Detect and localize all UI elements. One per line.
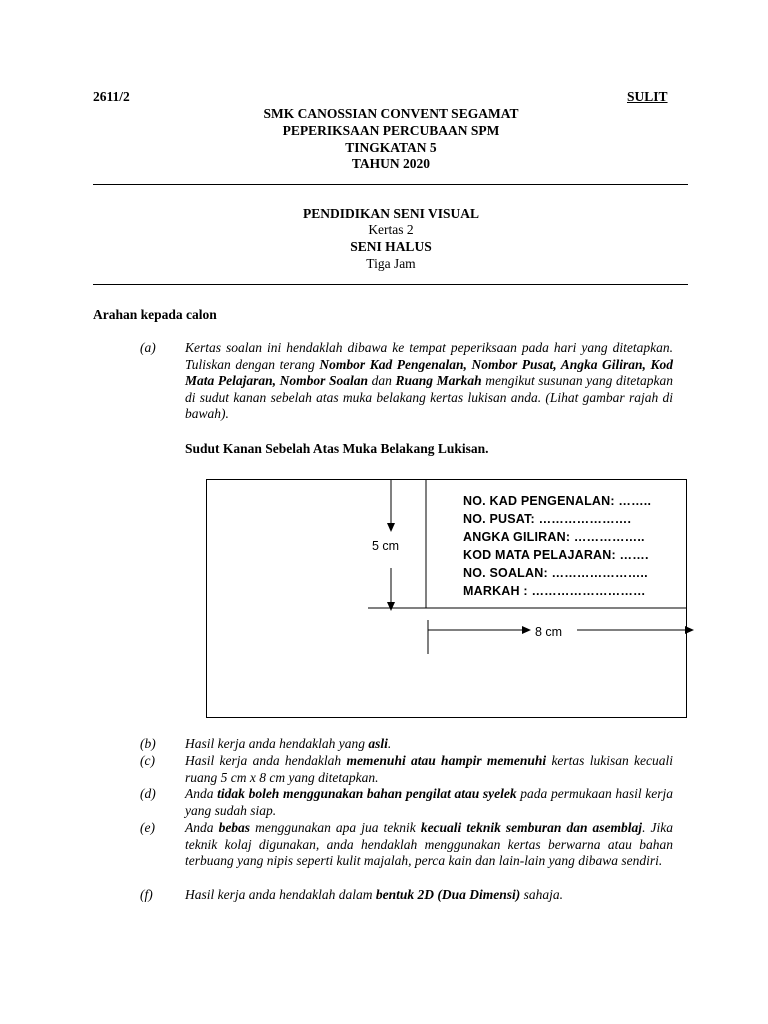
exam-year: TAHUN 2020 xyxy=(351,156,431,171)
height-label: 5 cm xyxy=(372,539,400,553)
classification-label: SULIT xyxy=(627,89,668,104)
instruction-d: Anda tidak boleh menggunakan bahan pengilat atau syelek pada permukaan hasil kerja yang sudah siap. xyxy=(185,786,673,818)
item-letter-e: (e) xyxy=(140,820,155,835)
subject-name: PENDIDIKAN SENI VISUAL xyxy=(302,206,480,221)
field-centre-number: NO. PUSAT: …………………. xyxy=(463,512,632,526)
width-label: 8 cm xyxy=(535,625,563,639)
down-arrow-head-upper xyxy=(387,523,395,532)
right-arrow-head-2 xyxy=(685,626,694,634)
item-letter-f: (f) xyxy=(140,887,153,902)
paper-code: 2611/2 xyxy=(93,89,130,104)
exam-name: PEPERIKSAAN PERCUBAAN SPM xyxy=(282,123,500,138)
down-arrow-head-lower xyxy=(387,602,395,611)
instructions-heading: Arahan kepada calon xyxy=(93,307,217,322)
instruction-a: Kertas soalan ini hendaklah dibawa ke tempat peperiksaan pada hari yang ditetapkan. Tuliskan dengan terang Nombor Kad Pengenalan, Nombor Pusat, Angka Giliran, Kod Mata Pelajaran, Nombor Soalan dan Ruang Markah mengikut susunan yang ditetapkan di sudut kanan sebelah atas muka belakang kertas lukisan anda. (Lihat gambar rajah di bawah). xyxy=(185,340,674,421)
instruction-b: Hasil kerja anda hendaklah yang asli. xyxy=(185,736,392,751)
instruction-e: Anda bebas menggunakan apa jua teknik kecuali teknik semburan dan asemblaj. Jika teknik kolaj digunakan, anda hendaklah menggunakan kertas berwarna atau bahan terbuang yang nipis seperti kulit majalah, perca kain dan lain-lain yang dibawa sendiri. xyxy=(185,820,673,868)
component-name: SENI HALUS xyxy=(350,239,432,254)
field-subject-code: KOD MATA PELAJARAN: ……. xyxy=(463,548,649,562)
item-letter-a: (a) xyxy=(140,340,156,355)
diagram-caption: Sudut Kanan Sebelah Atas Muka Belakang Lukisan. xyxy=(185,441,489,456)
exam-duration: Tiga Jam xyxy=(366,256,416,271)
item-letter-d: (d) xyxy=(140,786,156,801)
form-level: TINGKATAN 5 xyxy=(345,140,437,155)
field-question-number: NO. SOALAN: ………………….. xyxy=(463,566,648,580)
item-letter-b: (b) xyxy=(140,736,156,751)
paper-number: Kertas 2 xyxy=(368,222,414,237)
field-index-number: ANGKA GILIRAN: …………….. xyxy=(463,530,645,544)
instruction-f: Hasil kerja anda hendaklah dalam bentuk 2D (Dua Dimensi) sahaja. xyxy=(185,887,564,902)
school-name: SMK CANOSSIAN CONVENT SEGAMAT xyxy=(263,106,519,121)
field-marks: MARKAH : ……………………… xyxy=(463,584,646,598)
item-letter-c: (c) xyxy=(140,753,155,768)
instruction-c: Hasil kerja anda hendaklah memenuhi atau hampir memenuhi kertas lukisan kecuali ruang 5 cm x 8 cm yang ditetapkan. xyxy=(185,753,674,785)
right-arrow-head-1 xyxy=(522,626,531,634)
field-ic-number: NO. KAD PENGENALAN: …….. xyxy=(463,494,652,508)
